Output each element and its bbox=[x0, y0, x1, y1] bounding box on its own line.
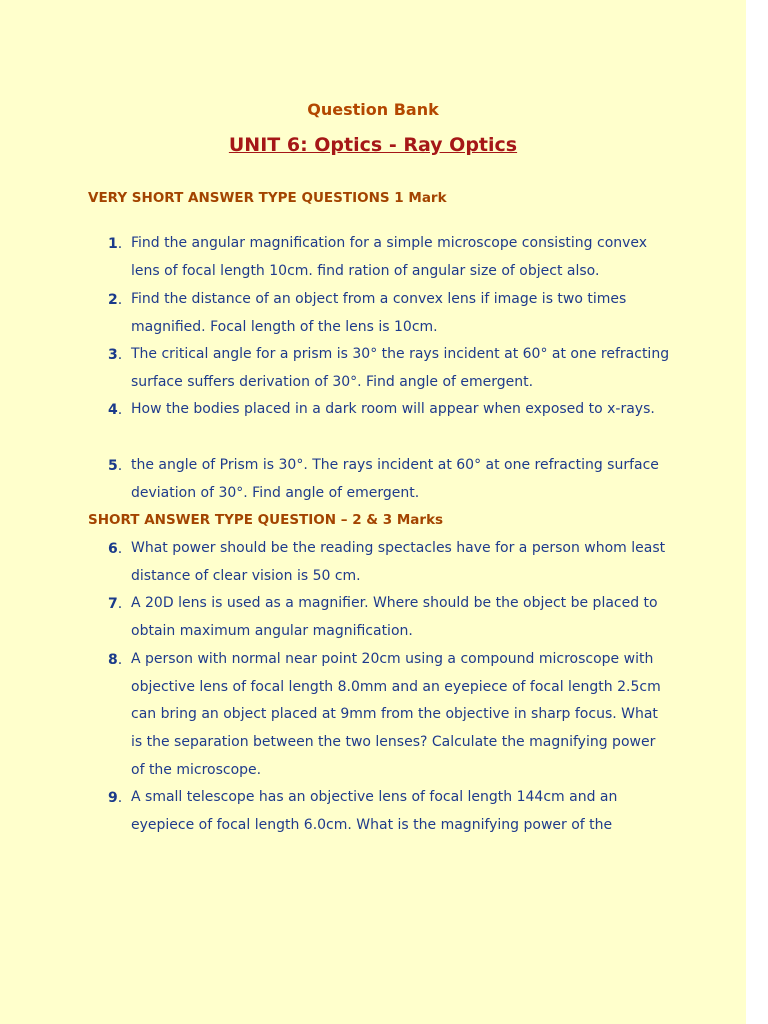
question-text: the angle of Prism is 30°. The rays incident at 60° at one refracting surface deviation of 30°. Find angle of emergent. bbox=[131, 457, 659, 501]
unit-title: UNIT 6: Optics - Ray Optics bbox=[228, 134, 518, 156]
question-text: How the bodies placed in a dark room will appear when exposed to x-rays. bbox=[131, 401, 655, 417]
section-heading-very-short: VERY SHORT ANSWER TYPE QUESTIONS 1 Mark bbox=[88, 190, 447, 206]
question-bank-title: Question Bank bbox=[307, 100, 439, 119]
question-text: A person with normal near point 20cm using a compound microscope with objective lens of focal length 8.0mm and an eyepiece of focal length 2.5cm can bring an object placed at 9mm from the objective in sharp focus. What is the separation between the two lenses? Calculate the magnifying power of the microscope. bbox=[131, 651, 661, 778]
question-number: 1. bbox=[108, 236, 123, 252]
question-number: 8. bbox=[108, 652, 123, 668]
question-text: A small telescope has an objective lens of focal length 144cm and an eyepiece of focal length 6.0cm. What is the magnifying power of the bbox=[131, 789, 618, 833]
question-text: Find the distance of an object from a convex lens if image is two times magnified. Focal length of the lens is 10cm. bbox=[131, 291, 627, 335]
question-number: 7. bbox=[108, 596, 123, 612]
question-text: The critical angle for a prism is 30° the rays incident at 60° at one refracting surface suffers derivation of 30°. Find angle of emergent. bbox=[131, 346, 670, 390]
question-number: 9. bbox=[108, 790, 123, 806]
question-text: What power should be the reading spectacles have for a person whom least distance of clear vision is 50 cm. bbox=[131, 540, 666, 584]
question-number: 4. bbox=[108, 402, 123, 418]
section-heading-short-answer: SHORT ANSWER TYPE QUESTION – 2 & 3 Marks bbox=[88, 512, 444, 528]
question-text: A 20D lens is used as a magnifier. Where should be the object be placed to obtain maximum angular magnification. bbox=[131, 595, 658, 639]
question-text: Find the angular magnification for a simple microscope consisting convex lens of focal length 10cm. find ration of angular size of object also. bbox=[131, 235, 648, 279]
question-number: 2. bbox=[108, 292, 123, 308]
question-number: 5. bbox=[108, 458, 123, 474]
question-number: 3. bbox=[108, 347, 123, 363]
question-number: 6. bbox=[108, 541, 123, 557]
